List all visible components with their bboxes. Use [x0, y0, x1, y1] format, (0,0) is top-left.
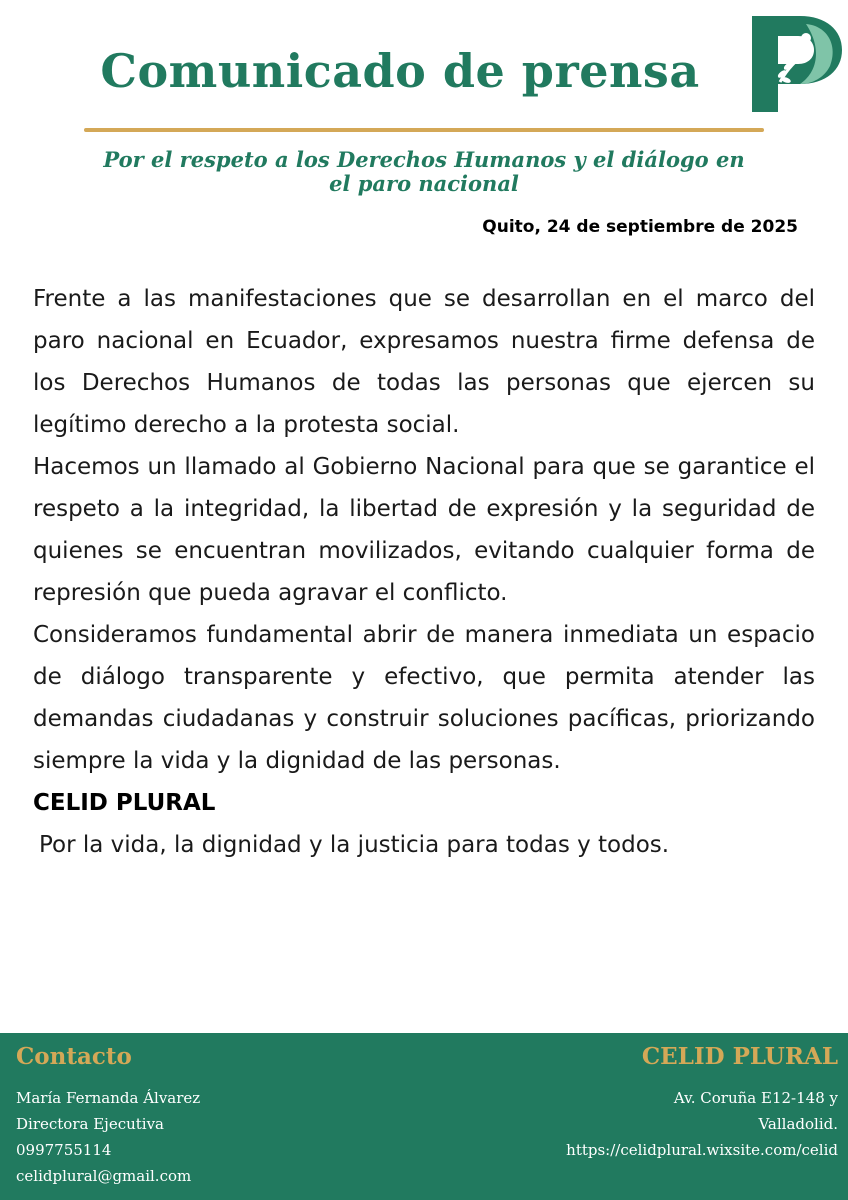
contact-role: Directora Ejecutiva	[16, 1115, 164, 1133]
footer-org-name: CELID PLURAL	[641, 1043, 838, 1070]
contact-email[interactable]: celidplural@gmail.com	[16, 1167, 192, 1185]
website-link[interactable]: https://celidplural.wixsite.com/celid	[566, 1141, 838, 1159]
signature: CELID PLURAL	[33, 790, 216, 816]
press-release-body	[33, 278, 815, 866]
body-paragraph-3: Consideramos fundamental abrir de manera inmediata un espacio de diálogo transparente y efectivo, que permita atender las demandas ciudadanas y construir soluciones pacíficas, priorizando siempre la vida y la dignidad de las personas.	[33, 622, 815, 774]
celid-plural-logo-icon	[748, 12, 844, 116]
press-release-subtitle	[60, 148, 788, 196]
page-title: Comunicado de prensa	[100, 44, 700, 98]
header-divider	[84, 128, 764, 132]
subtitle-line-1: Por el respeto a los Derechos Humanos y el diálogo en	[103, 147, 745, 172]
slogan: Por la vida, la dignidad y la justicia para todas y todos.	[39, 832, 670, 858]
org-address	[566, 1085, 838, 1163]
contact-phone: 0997755114	[16, 1141, 112, 1159]
contact-details	[16, 1085, 200, 1189]
address-line-1: Av. Coruña E12-148 y	[673, 1089, 838, 1107]
body-paragraph-1: Frente a las manifestaciones que se desarrollan en el marco del paro nacional en Ecuador, expresamos nuestra firme defensa de los Derechos Humanos de todas las personas que ejercen su legítimo derecho a la protesta social.	[33, 286, 815, 438]
dateline: Quito, 24 de septiembre de 2025	[482, 217, 798, 237]
address-line-2: Valladolid.	[758, 1115, 838, 1133]
contact-name: María Fernanda Álvarez	[16, 1089, 201, 1107]
subtitle-line-2: el paro nacional	[329, 171, 519, 196]
contact-title: Contacto	[16, 1043, 132, 1070]
body-paragraph-2: Hacemos un llamado al Gobierno Nacional para que se garantice el respeto a la integridad, la libertad de expresión y la seguridad de quienes se encuentran movilizados, evitando cualquier forma de represión que pueda agravar el conflicto.	[33, 454, 815, 606]
footer	[0, 1033, 848, 1200]
